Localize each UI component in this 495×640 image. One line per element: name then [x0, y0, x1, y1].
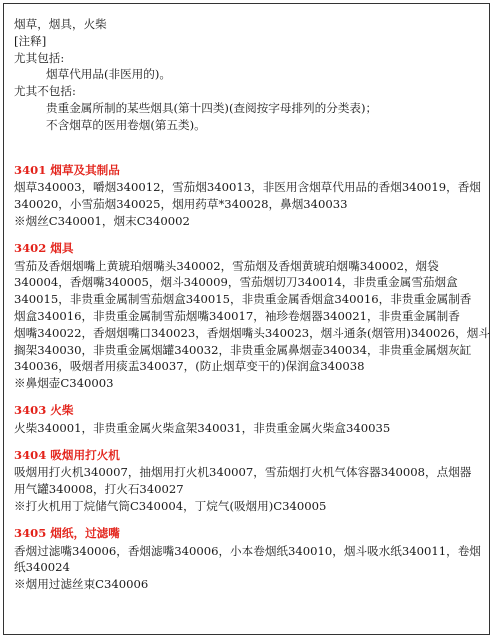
exclude-item: 不含烟草的医用卷烟(第五类)。 — [46, 117, 206, 132]
section-3401 — [14, 162, 484, 230]
section-line: 香烟过滤嘴340006，香烟滤嘴340006，小本卷烟纸340010，烟斗吸水纸340011，卷烟 — [14, 543, 481, 558]
section-line: 340004，香烟嘴340005，烟斗340009，雪茄烟切刀340014，非贵重金属雪茄烟盒 — [14, 275, 458, 290]
section-note: ※烟丝C340001，烟末C340002 — [14, 213, 190, 228]
section-line: 用气罐340008，打火石340027 — [14, 482, 184, 497]
section-line: 吸烟用打火机340007，抽烟用打火机340007，雪茄烟打火机气体容器340008，点烟器 — [14, 465, 472, 480]
section-line: 340015，非贵重金属制雪茄烟盒340015，非贵重金属香烟盒340016，非贵重金属制香 — [14, 292, 472, 307]
section-3404 — [14, 447, 484, 515]
section-note: ※打火机用丁烷储气筒C340004，丁烷气(吸烟用)C340005 — [14, 498, 327, 513]
section-line: 340036，吸烟者用痰盂340037，(防止烟草变干的)保润盒340038 — [14, 359, 365, 374]
section-note: ※鼻烟壶C340003 — [14, 376, 114, 391]
annotation-label: [注释] — [14, 33, 47, 48]
section-note: ※烟用过滤丝束C340006 — [14, 577, 149, 592]
section-heading: 3404 吸烟用打火机 — [14, 447, 120, 462]
section-line: 纸340024 — [14, 560, 70, 575]
page-title: 烟草，烟具，火柴 — [14, 17, 107, 31]
document-body — [14, 16, 490, 603]
exclude-label: 尤其不包括: — [14, 84, 76, 99]
section-3403 — [14, 402, 484, 437]
include-item: 烟草代用品(非医用的)。 — [46, 67, 171, 82]
page-frame — [3, 3, 490, 635]
section-line: 340020，小雪茄烟340025，烟用药草*340028，鼻烟340033 — [14, 197, 348, 212]
section-line: 搁架340030，非贵重金属烟罐340032，非贵重金属鼻烟壶340034，非贵重金属烟灰缸 — [14, 342, 472, 357]
section-line: 火柴340001，非贵重金属火柴盒架340031，非贵重金属火柴盒340035 — [14, 420, 391, 435]
section-line: 雪茄及香烟烟嘴上黄琥珀烟嘴头340002，雪茄烟及香烟黄琥珀烟嘴340002，烟袋 — [14, 258, 439, 273]
section-3405 — [14, 525, 484, 593]
section-heading: 3403 火柴 — [14, 402, 74, 417]
section-line: 烟盒340016，非贵重金属制雪茄烟嘴340017，袖珍卷烟器340021，非贵重金属制香 — [14, 308, 460, 323]
include-label: 尤其包括: — [14, 50, 65, 65]
section-line: 烟草340003，嚼烟340012，雪茄烟340013，非医用含烟草代用品的香烟340019，香烟 — [14, 180, 481, 195]
exclude-item: 贵重金属所制的某些烟具(第十四类)(查阅按字母排列的分类表)； — [46, 100, 378, 115]
section-line: 烟嘴340022，香烟烟嘴口340023，香烟烟嘴头340023，烟斗通条(烟管用)340026，烟斗 — [14, 325, 490, 340]
section-3402 — [14, 240, 490, 392]
section-heading: 3405 烟纸，过滤嘴 — [14, 525, 120, 540]
section-heading: 3401 烟草及其制品 — [14, 162, 120, 177]
section-heading: 3402 烟具 — [14, 240, 74, 255]
